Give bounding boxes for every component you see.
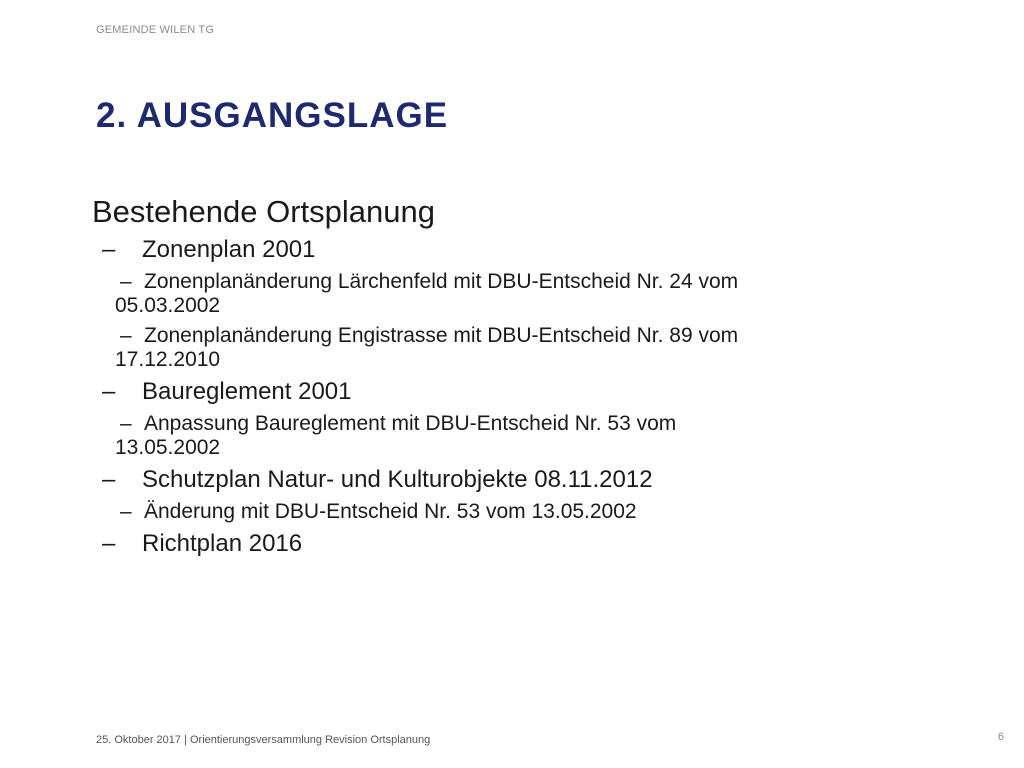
list-item bbox=[92, 378, 912, 406]
list-item-text: Änderung mit DBU-Entscheid Nr. 53 vom 13.05.2002 bbox=[144, 500, 637, 523]
list-item bbox=[92, 500, 912, 524]
list-item-text: Richtplan 2016 bbox=[142, 530, 303, 557]
list-item bbox=[92, 324, 912, 372]
list-item bbox=[92, 466, 912, 494]
list-item bbox=[92, 412, 912, 460]
slide-title: 2. AUSGANGSLAGE bbox=[96, 96, 449, 135]
dash-bullet: – bbox=[120, 412, 132, 435]
list-item bbox=[92, 530, 912, 558]
list-item-continuation: 17.12.2010 bbox=[115, 348, 221, 371]
footer-text: 25. Oktober 2017 | Orientierungsversammlung Revision Ortsplanung bbox=[96, 734, 431, 746]
dash-bullet: – bbox=[120, 270, 132, 293]
slide-content bbox=[92, 192, 912, 563]
bullet-list bbox=[92, 236, 912, 558]
dash-bullet: – bbox=[120, 500, 132, 523]
dash-bullet: – bbox=[120, 324, 132, 347]
list-item-continuation: 13.05.2002 bbox=[115, 436, 221, 459]
list-item-text: Zonenplan 2001 bbox=[142, 236, 316, 263]
list-item bbox=[92, 270, 912, 318]
list-item-continuation: 05.03.2002 bbox=[115, 294, 221, 317]
list-item-text: Zonenplanänderung Engistrasse mit DBU-Entscheid Nr. 89 vom bbox=[144, 324, 739, 347]
list-item-text: Zonenplanänderung Lärchenfeld mit DBU-Entscheid Nr. 24 vom bbox=[144, 270, 739, 293]
organization-header: GEMEINDE WILEN TG bbox=[96, 24, 215, 36]
section-heading: Bestehende Ortsplanung bbox=[92, 194, 435, 229]
list-item bbox=[92, 236, 912, 264]
list-item-text: Schutzplan Natur- und Kulturobjekte 08.11.2012 bbox=[142, 466, 653, 493]
dash-bullet: – bbox=[102, 236, 116, 263]
dash-bullet: – bbox=[102, 466, 116, 493]
list-item-text: Baureglement 2001 bbox=[142, 378, 352, 405]
list-item-text: Anpassung Baureglement mit DBU-Entscheid Nr. 53 vom bbox=[144, 412, 677, 435]
dash-bullet: – bbox=[102, 530, 116, 557]
dash-bullet: – bbox=[102, 378, 116, 405]
page-number: 6 bbox=[997, 731, 1004, 743]
